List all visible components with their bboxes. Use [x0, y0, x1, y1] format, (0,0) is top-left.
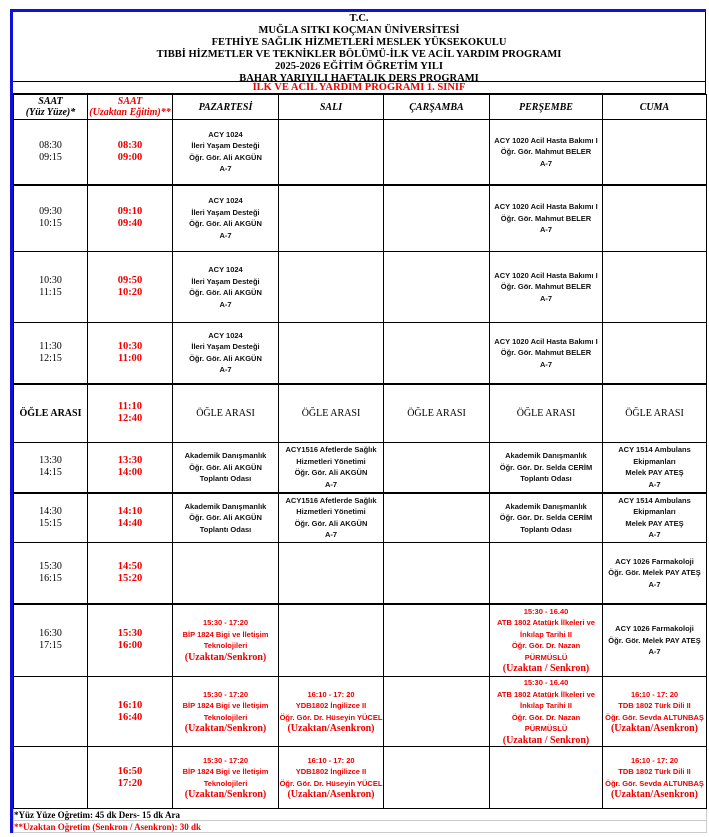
time-value: 10:20 [117, 287, 143, 298]
column-header-label: SAAT [117, 96, 143, 107]
course-cell [173, 604, 279, 677]
column-header-label: ÇARŞAMBA [409, 101, 464, 113]
remote-time [88, 120, 173, 185]
face-to-face-time [14, 747, 88, 809]
time-value: 10:30 [39, 275, 62, 286]
course-line: TDB 1802 Türk Dili II [618, 767, 691, 776]
column-header-label: PAZARTESİ [198, 101, 253, 113]
course-line: ACY1516 Afetlerde Sağlık [285, 495, 377, 505]
empty-cell [279, 323, 384, 384]
document-header [13, 12, 706, 82]
course-line: Öğr. Gör. Dr. Hüseyin YÜCEL [279, 712, 383, 722]
face-to-face-time [14, 384, 88, 443]
column-header-label: CUMA [639, 101, 670, 113]
remote-time [88, 323, 173, 384]
time-value: 15:30 [117, 628, 143, 640]
time-value: 13:30 [117, 455, 143, 467]
course-line: İnkılap Tarihi II [520, 629, 572, 639]
remote-time [88, 185, 173, 252]
face-to-face-time [14, 493, 88, 543]
course-cell [490, 185, 603, 252]
course-cell [603, 747, 707, 809]
course-line: (Uzaktan / Senkron) [502, 663, 590, 675]
time-value: 17:20 [117, 777, 143, 789]
course-line: Öğr. Gör. Ali AKGÜN [189, 219, 262, 229]
empty-cell [173, 543, 279, 604]
empty-cell [603, 185, 707, 252]
time-value: 17:15 [39, 640, 62, 652]
course-cell [603, 604, 707, 677]
course-line: Teknolojileri [203, 778, 248, 788]
course-line: Öğr. Gör. Mahmut BELER [500, 282, 592, 292]
remote-time [88, 384, 173, 443]
column-header-label: PERŞEMBE [519, 101, 573, 113]
face-to-face-time [14, 120, 88, 185]
course-line: ACY 1024 [208, 196, 243, 206]
column-header-label: SAAT [38, 96, 63, 107]
time-value: 09:50 [117, 275, 143, 286]
time-value: 09:30 [39, 206, 62, 218]
time-value: 16:10 [117, 699, 143, 711]
schedule-row [14, 323, 707, 384]
course-line: Akademik Danışmanlık [505, 501, 587, 511]
course-line: Öğr. Gör. Mahmut BELER [500, 348, 592, 357]
time-value: ÖĞLE ARASI [19, 407, 82, 419]
course-line: PÜRMÜSLÜ [524, 724, 568, 733]
schedule-row [14, 120, 707, 185]
course-line: A-7 [539, 225, 553, 234]
course-cell [603, 677, 707, 747]
course-line: 16:10 - 17: 20 [307, 755, 355, 765]
course-line: A-7 [539, 359, 553, 369]
course-line: Öğr. Gör. Sevda ALTUNBAŞ [605, 778, 704, 788]
course-line: Toplantı Odası [520, 524, 572, 534]
schedule-row [14, 443, 707, 493]
course-cell [279, 493, 384, 543]
schedule-row [14, 252, 707, 323]
course-line: BİP 1824 Bigi ve İletişim [182, 767, 269, 776]
footer-note-remote: **Uzaktan Oğretim (Senkron / Asenkron): 30 dk [14, 821, 707, 833]
time-value: 09:40 [117, 218, 143, 230]
face-to-face-time [14, 185, 88, 252]
course-line: Öğr. Gör. Sevda ALTUNBAŞ [605, 712, 704, 722]
empty-cell [279, 604, 384, 677]
course-line: ACY 1514 Ambulans [618, 495, 691, 505]
empty-cell [279, 543, 384, 604]
course-line: Öğr. Gör. Dr. Selda CERİM [499, 513, 593, 522]
time-value: 10:30 [117, 340, 143, 352]
course-cell [173, 493, 279, 543]
course-line: A-7 [648, 647, 661, 656]
time-value: 15:20 [117, 572, 143, 584]
course-line: ACY 1020 Acil Hasta Bakımı I [494, 270, 598, 280]
course-cell [603, 384, 707, 443]
face-to-face-time [14, 323, 88, 384]
course-line: Öğr. Gör. Ali AKGÜN [294, 518, 368, 528]
course-line: (Uzaktan/Senkron) [184, 789, 267, 800]
course-line: 16:10 - 17: 20 [630, 755, 679, 765]
face-to-face-time [14, 252, 88, 323]
course-cell [603, 493, 707, 543]
course-line: Toplantı Odası [199, 474, 252, 483]
course-line: ATB 1802 Atatürk İlkeleri ve [497, 689, 595, 699]
course-line: ACY 1020 Acil Hasta Bakımı I [494, 202, 598, 211]
time-value: 09:15 [39, 151, 62, 163]
column-header [173, 95, 279, 120]
course-cell [490, 323, 603, 384]
empty-cell [384, 120, 490, 185]
course-line: Öğr. Gör. Melek PAY ATEŞ [608, 635, 701, 645]
time-value: 08:30 [117, 139, 143, 151]
empty-cell [384, 493, 490, 543]
empty-cell [279, 252, 384, 323]
time-value: 14:10 [117, 505, 143, 517]
course-cell [490, 252, 603, 323]
course-line: Öğr. Gör. Dr. Nazan [511, 641, 581, 651]
schedule-row [14, 604, 707, 677]
schedule-row [14, 747, 707, 809]
course-line: BİP 1824 Bigi ve İletişim [182, 701, 269, 710]
time-value: 12:15 [39, 352, 62, 364]
course-line: (Uzaktan/Senkron) [184, 651, 267, 663]
course-line: A-7 [219, 164, 232, 174]
empty-cell [384, 543, 490, 604]
course-cell [384, 384, 490, 443]
time-value: 16:50 [117, 765, 143, 777]
course-line: 15:30 - 17:20 [202, 689, 249, 699]
column-header [490, 95, 603, 120]
remote-time [88, 252, 173, 323]
course-line: ACY 1024 [208, 129, 243, 139]
time-value: 13:30 [39, 455, 62, 467]
column-header-sublabel: (Yüz Yüze)* [25, 107, 76, 118]
empty-cell [384, 604, 490, 677]
course-cell [279, 747, 384, 809]
course-line: A-7 [539, 293, 553, 303]
course-cell [173, 384, 279, 443]
course-line: Öğr. Gör. Ali AKGÜN [189, 462, 262, 472]
course-cell [173, 185, 279, 252]
course-cell [490, 493, 603, 543]
course-cell [173, 443, 279, 493]
header-line: FETHİYE SAĞLIK HİZMETLERİ MESLEK YÜKSEKOKULU [211, 37, 507, 48]
schedule-row [14, 493, 707, 543]
course-cell [490, 604, 603, 677]
time-value: 15:15 [39, 517, 62, 529]
remote-time [88, 443, 173, 493]
course-line: A-7 [648, 579, 661, 589]
course-cell [490, 384, 603, 443]
time-value: 14:15 [39, 467, 62, 479]
course-line: ÖĞLE ARASI [301, 407, 361, 419]
remote-time [88, 677, 173, 747]
time-value: 14:30 [39, 505, 62, 517]
course-line: Öğr. Gör. Ali AKGÜN [189, 152, 262, 162]
column-header [384, 95, 490, 120]
course-line: (Uzaktan/Asenkron) [287, 723, 375, 734]
schedule-row [14, 185, 707, 252]
course-line: A-7 [648, 530, 661, 540]
course-line: Öğr. Gör. Ali AKGÜN [189, 513, 262, 522]
column-header-label: SALI [319, 101, 343, 113]
course-line: İleri Yaşam Desteği [191, 276, 260, 286]
course-line: (Uzaktan/Senkron) [184, 723, 267, 734]
course-line: (Uzaktan/Asenkron) [287, 789, 375, 800]
header-line: 2025-2026 EĞİTİM ÖĞRETİM YILI [275, 61, 443, 72]
course-line: ACY 1026 Farmakoloji [615, 624, 694, 633]
empty-cell [490, 543, 603, 604]
course-line: (Uzaktan/Asenkron) [610, 789, 699, 800]
course-line: Teknolojileri [203, 641, 248, 651]
course-line: Ekipmanları [633, 456, 676, 466]
time-value: 11:00 [118, 352, 142, 364]
course-line: Teknolojileri [203, 712, 248, 722]
course-cell [279, 384, 384, 443]
course-line: A-7 [219, 230, 232, 240]
course-line: ÖĞLE ARASI [196, 407, 255, 419]
course-line: Ekipmanları [633, 507, 676, 517]
time-value: 16:00 [117, 640, 143, 652]
empty-cell [279, 120, 384, 185]
course-cell [173, 120, 279, 185]
time-value: 11:30 [39, 340, 62, 352]
empty-cell [603, 252, 707, 323]
course-line: A-7 [324, 479, 338, 489]
footer-note-face-to-face: *Yüz Yüze Oğretim: 45 dk Ders- 15 dk Ara [14, 809, 707, 821]
course-line: Öğr. Gör. Mahmut BELER [500, 213, 592, 223]
course-line: 16:10 - 17: 20 [307, 689, 355, 699]
time-value: 10:15 [39, 218, 62, 230]
course-line: A-7 [324, 530, 338, 540]
empty-cell [384, 252, 490, 323]
course-cell [603, 543, 707, 604]
course-line: ÖĞLE ARASI [407, 407, 466, 419]
course-line: Öğr. Gör. Ali AKGÜN [189, 353, 262, 363]
remote-time [88, 747, 173, 809]
course-line: TDB 1802 Türk Dili II [618, 701, 691, 710]
course-line: A-7 [219, 299, 232, 309]
schedule-row [14, 543, 707, 604]
time-value: 16:40 [117, 711, 143, 723]
schedule-table [13, 94, 707, 833]
course-line: ACY 1024 [208, 330, 243, 340]
course-line: İleri Yaşam Desteği [191, 207, 260, 217]
course-line: ACY 1024 [208, 265, 243, 274]
time-value: 14:50 [117, 560, 143, 572]
course-line: Öğr. Gör. Mahmut BELER [500, 147, 592, 156]
empty-cell [384, 323, 490, 384]
course-line: Toplantı Odası [520, 474, 572, 483]
face-to-face-time [14, 443, 88, 493]
course-line: Akademik Danışmanlık [184, 451, 267, 460]
course-line: 15:30 - 16.40 [523, 678, 569, 687]
course-line: İleri Yaşam Desteği [191, 141, 260, 151]
schedule-row [14, 677, 707, 747]
course-line: ACY1516 Afetlerde Sağlık [285, 445, 377, 455]
course-line: A-7 [539, 158, 553, 168]
course-line: Hizmetleri Yönetimi [296, 507, 366, 517]
empty-cell [490, 747, 603, 809]
course-cell [279, 677, 384, 747]
course-cell [490, 443, 603, 493]
course-cell [279, 443, 384, 493]
empty-cell [384, 443, 490, 493]
course-line: 15:30 - 17:20 [202, 755, 249, 765]
course-line: 15:30 - 17:20 [202, 618, 249, 628]
course-line: (Uzaktan/Asenkron) [610, 723, 699, 734]
time-value: 14:00 [117, 467, 143, 479]
course-cell [490, 120, 603, 185]
course-line: PÜRMÜSLÜ [524, 652, 568, 662]
course-line: ACY 1026 Farmakoloji [615, 556, 694, 566]
course-cell [173, 747, 279, 809]
course-line: ÖĞLE ARASI [625, 407, 684, 419]
course-line: A-7 [219, 365, 232, 375]
time-value: 12:40 [117, 413, 143, 425]
course-line: Öğr. Gör. Dr. Hüseyin YÜCEL [279, 778, 383, 788]
header-line: T.C. [349, 13, 369, 24]
empty-cell [603, 120, 707, 185]
column-header [603, 95, 707, 120]
time-value: 14:40 [117, 517, 143, 529]
course-line: İleri Yaşam Desteği [191, 342, 260, 352]
time-value: 09:00 [117, 151, 143, 163]
header-line: TIBBİ HİZMETLER VE TEKNİKLER BÖLÜMÜ-İLK VE ACİL YARDIM PROGRAMI [156, 49, 562, 60]
course-line: Melek PAY ATEŞ [625, 518, 684, 528]
course-line: YDB1802 İngilizce II [295, 767, 367, 776]
empty-cell [384, 677, 490, 747]
column-header [14, 95, 88, 120]
course-cell [490, 677, 603, 747]
course-line: Öğr. Gör. Ali AKGÜN [294, 468, 368, 478]
time-value: 09:10 [117, 206, 143, 218]
face-to-face-time [14, 604, 88, 677]
remote-time [88, 604, 173, 677]
course-cell [603, 443, 707, 493]
course-line: ATB 1802 Atatürk İlkeleri ve [497, 618, 595, 628]
course-line: Akademik Danışmanlık [184, 501, 267, 511]
column-header-sublabel: (Uzaktan Eğitim)** [89, 107, 171, 118]
course-cell [173, 252, 279, 323]
schedule-document [10, 9, 706, 833]
course-line: YDB1802 İngilizce II [295, 701, 367, 710]
course-line: Toplantı Odası [199, 524, 252, 534]
empty-cell [384, 747, 490, 809]
empty-cell [603, 323, 707, 384]
course-line: ÖĞLE ARASI [516, 407, 576, 419]
course-line: BİP 1824 Bigi ve İletişim [182, 629, 269, 639]
course-line: 15:30 - 16.40 [523, 606, 569, 616]
time-value: 16:30 [39, 628, 62, 640]
course-line: ACY 1020 Acil Hasta Bakımı I [494, 135, 598, 145]
time-value: 15:30 [39, 560, 62, 572]
time-value: 16:15 [39, 572, 62, 584]
empty-cell [279, 185, 384, 252]
face-to-face-time [14, 543, 88, 604]
course-line: Öğr. Gör. Dr. Nazan [511, 712, 581, 722]
course-cell [173, 677, 279, 747]
course-line: 16:10 - 17: 20 [630, 689, 679, 699]
course-line: ACY 1514 Ambulans [618, 445, 691, 455]
column-header [279, 95, 384, 120]
course-line: İnkılap Tarihi II [520, 701, 572, 710]
course-line: Öğr. Gör. Dr. Selda CERİM [499, 462, 593, 472]
schedule-row [14, 384, 707, 443]
course-line: Hizmetleri Yönetimi [296, 456, 366, 466]
header-line: BAHAR YARIYILI HAFTALIK DERS PROGRAMI [239, 73, 479, 84]
column-header [88, 95, 173, 120]
program-subtitle: İLK VE ACİL YARDIM PROGRAMI 1. SINIF [13, 82, 706, 94]
course-line: A-7 [648, 479, 661, 489]
remote-time [88, 543, 173, 604]
course-line: Öğr. Gör. Melek PAY ATEŞ [608, 568, 701, 577]
face-to-face-time [14, 677, 88, 747]
remote-time [88, 493, 173, 543]
course-line: (Uzaktan / Senkron) [502, 734, 590, 746]
header-line: MUĞLA SITKI KOÇMAN ÜNİVERSİTESİ [258, 25, 460, 36]
time-value: 11:15 [39, 287, 62, 298]
course-line: ACY 1020 Acil Hasta Bakımı I [494, 336, 598, 346]
course-cell [173, 323, 279, 384]
course-line: Akademik Danışmanlık [505, 451, 587, 460]
course-line: Melek PAY ATEŞ [625, 468, 684, 478]
empty-cell [384, 185, 490, 252]
time-value: 11:10 [118, 401, 142, 413]
time-value: 08:30 [39, 139, 62, 151]
course-line: Öğr. Gör. Ali AKGÜN [189, 288, 262, 297]
